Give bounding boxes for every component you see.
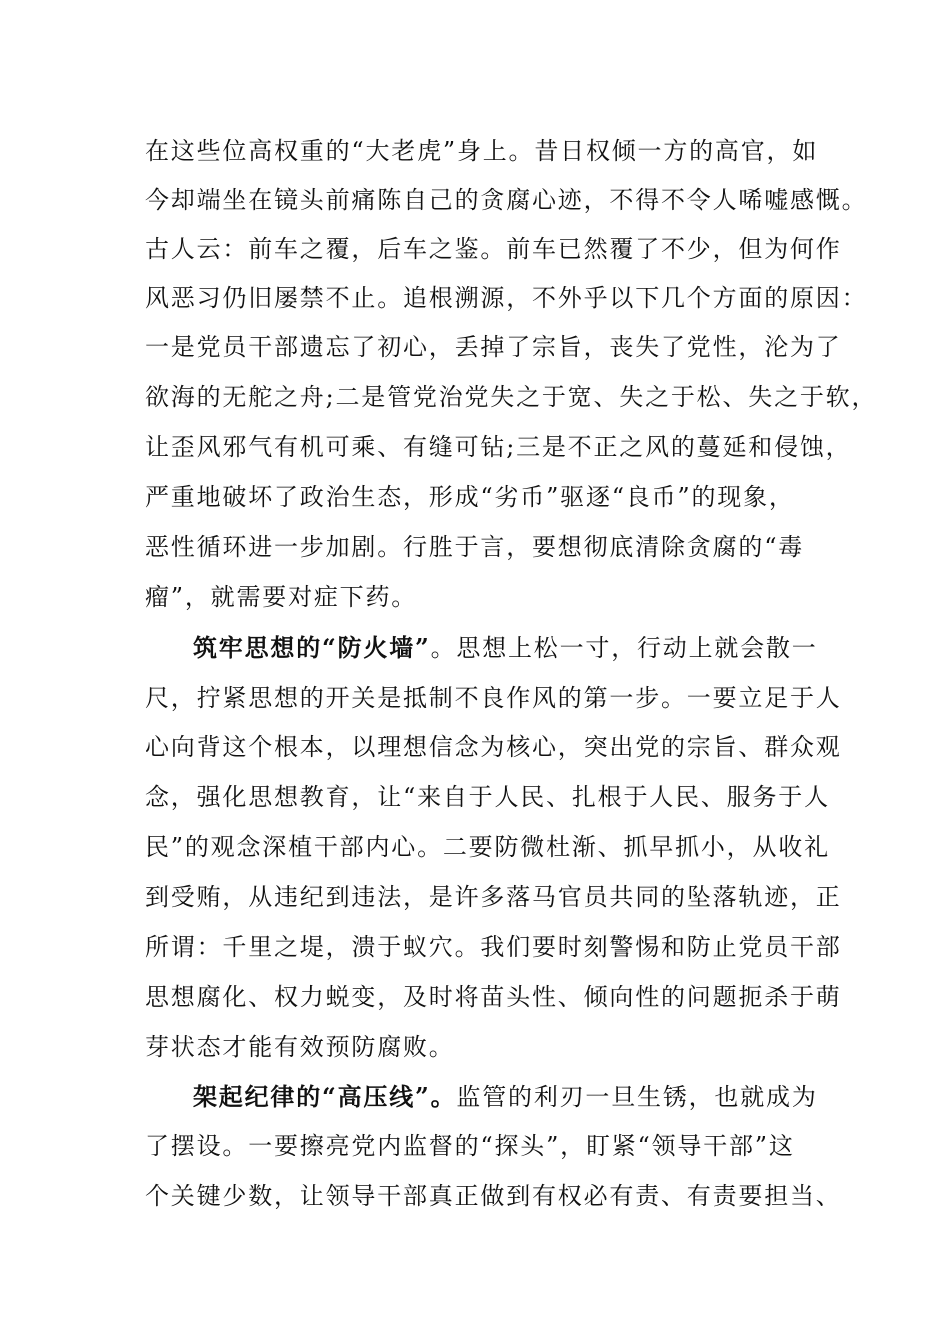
paragraph-1-line-3: 古人云：前车之覆，后车之鉴。前车已然覆了不少，但为何作 <box>145 235 842 263</box>
paragraph-1-line-10: 瘤”，就需要对症下药。 <box>145 583 418 611</box>
paragraph-3-line-2: 了摆设。一要擦亮党内监督的“探头”，盯紧“领导干部”这 <box>145 1132 795 1160</box>
paragraph-2-heading: 筑牢思想的“防火墙” <box>193 633 431 662</box>
paragraph-1-line-7: 让歪风邪气有机可乘、有缝可钻;三是不正之风的蔓延和侵蚀， <box>145 433 852 461</box>
paragraph-2-line-4: 念，强化思想教育，让“来自于人民、扎根于人民、服务于人 <box>145 783 830 811</box>
paragraph-2-line-8: 思想腐化、权力蜕变，及时将苗头性、倾向性的问题扼杀于萌 <box>145 983 842 1011</box>
paragraph-1-line-8: 严重地破坏了政治生态，形成“劣币”驱逐“良币”的现象， <box>145 483 795 511</box>
paragraph-3-line-3: 个关键少数，让领导干部真正做到有权必有责、有责要担当、 <box>145 1182 842 1210</box>
paragraph-1-line-4: 风恶习仍旧屡禁不止。追根溯源，不外乎以下几个方面的原因： <box>145 284 868 312</box>
paragraph-2-line-5: 民”的观念深植干部内心。二要防微杜渐、抓早抓小，从收礼 <box>145 833 830 861</box>
paragraph-1-line-2: 今却端坐在镜头前痛陈自己的贪腐心迹，不得不令人唏嘘感慨。 <box>145 186 868 214</box>
paragraph-2-line-3: 心向背这个根本，以理想信念为核心，突出党的宗旨、群众观 <box>145 733 842 761</box>
paragraph-2-line-1-rest: 。思想上松一寸，行动上就会散一 <box>430 634 818 662</box>
paragraph-2-line-2: 尺，拧紧思想的开关是抵制不良作风的第一步。一要立足于人 <box>145 684 842 712</box>
paragraph-3-heading: 架起纪律的“高压线”。 <box>193 1082 457 1111</box>
paragraph-2-line-1 <box>193 623 818 673</box>
paragraph-3-line-1 <box>193 1072 818 1122</box>
paragraph-1-line-9: 恶性循环进一步加剧。行胜于言，要想彻底清除贪腐的“毒 <box>145 533 805 561</box>
paragraph-2-line-7: 所谓：千里之堤，溃于蚁穴。我们要时刻警惕和防止党员干部 <box>145 933 842 961</box>
paragraph-1-line-5: 一是党员干部遗忘了初心，丢掉了宗旨，丧失了党性，沦为了 <box>145 333 842 361</box>
paragraph-1-line-6: 欲海的无舵之舟;二是管党治党失之于宽、失之于松、失之于软， <box>145 383 878 411</box>
paragraph-2-line-6: 到受贿，从违纪到违法，是许多落马官员共同的坠落轨迹，正 <box>145 883 842 911</box>
paragraph-2-line-9: 芽状态才能有效预防腐败。 <box>145 1033 455 1061</box>
paragraph-3-line-1-rest: 监管的利刃一旦生锈，也就成为 <box>456 1083 818 1111</box>
paragraph-1-line-1: 在这些位高权重的“大老虎”身上。昔日权倾一方的高官，如 <box>145 137 819 165</box>
